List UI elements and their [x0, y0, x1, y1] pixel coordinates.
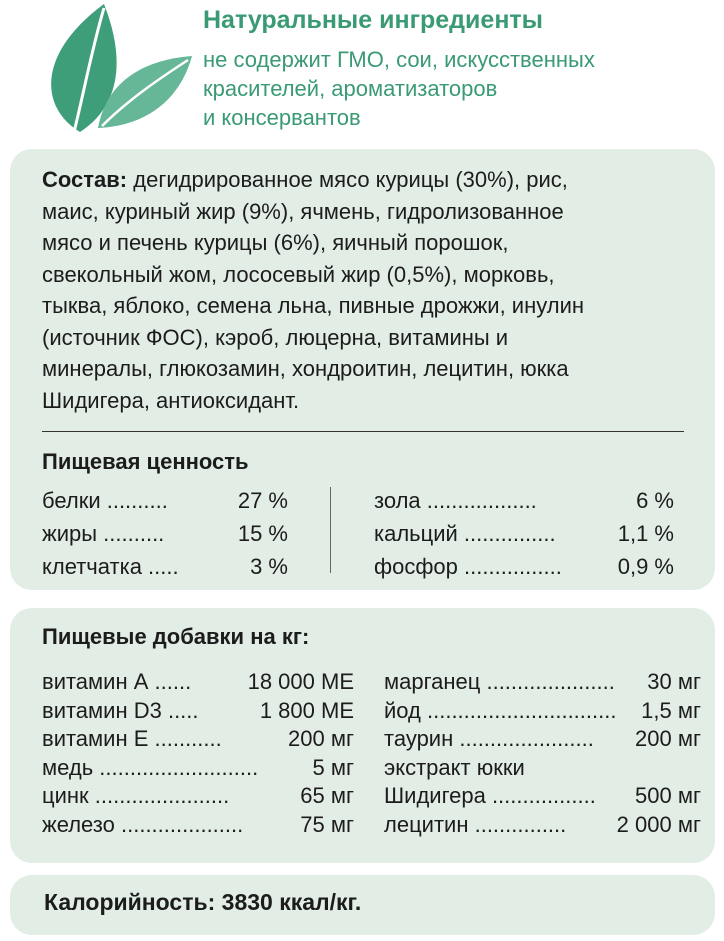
additives-panel [10, 608, 715, 863]
nutrient-value: 6 % [636, 488, 674, 513]
subtitle-line: и консервантов [203, 105, 361, 130]
additive-row [384, 782, 701, 811]
additive-value: 5 мг [312, 754, 354, 780]
additive-row [384, 697, 701, 726]
composition-line: Шидигера, антиоксидант. [42, 387, 300, 413]
additive-name: таурин ...................... [384, 726, 594, 751]
column-divider [330, 487, 331, 573]
additive-row [42, 754, 354, 783]
nutrition-row [374, 550, 674, 583]
additives-title: Пищевые добавки на кг: [42, 624, 310, 649]
page-subtitle [203, 45, 713, 132]
additive-value: 30 мг [647, 669, 701, 694]
additive-name: витамин Е ........... [42, 726, 222, 751]
additive-row [42, 725, 354, 754]
additive-name: витамин А ...... [42, 669, 192, 694]
composition-line: минералы, глюкозамин, хондроитин, лецитин, юкка [42, 356, 569, 381]
additive-row [42, 697, 354, 726]
composition-line: дегидрированное мясо курицы (30%), рис, [127, 167, 568, 192]
nutrient-value: 0,9 % [617, 554, 674, 579]
nutrient-value: 27 % [237, 488, 288, 513]
subtitle-line: не содержит ГМО, сои, искусственных [203, 47, 595, 72]
additive-row [42, 782, 354, 811]
calories-text: Калорийность: 3830 ккал/кг. [44, 889, 362, 915]
calories-panel [10, 875, 715, 935]
nutrition-row [42, 517, 288, 550]
additive-name: лецитин ............... [384, 811, 567, 837]
leaves-icon [22, 2, 194, 134]
additive-name: экстракт юкки [384, 754, 525, 780]
nutrition-list-right [374, 484, 674, 583]
nutrient-value: 1,1 % [617, 521, 674, 546]
nutrient-name: клетчатка ..... [42, 554, 179, 579]
additive-name: Шидигера ................. [384, 783, 596, 808]
composition-panel [10, 149, 715, 590]
additive-row [42, 811, 354, 840]
composition-label: Состав: [42, 167, 128, 192]
composition-line: (источник ФОС), кэроб, люцерна, витамины и [42, 324, 509, 350]
nutrition-row [42, 550, 288, 583]
nutrition-row [374, 484, 674, 517]
composition-line: маис, куриный жир (9%), ячмень, гидролизованное [42, 198, 564, 224]
additive-value: 18 000 МЕ [247, 669, 354, 694]
composition-line: тыква, яблоко, семена льна, пивные дрожжи, инулин [42, 293, 585, 318]
additive-value: 1,5 мг [641, 697, 701, 723]
additive-value: 75 мг [300, 811, 354, 837]
nutrition-list-left [42, 484, 288, 583]
additive-value: 500 мг [635, 783, 701, 808]
additive-value: 2 000 мг [616, 811, 701, 837]
additives-list-left [42, 668, 354, 839]
additive-row [384, 754, 701, 783]
additive-row [384, 668, 701, 697]
additive-name: йод ............................... [384, 697, 617, 723]
additive-row [384, 811, 701, 840]
nutrient-name: зола .................. [374, 488, 537, 513]
additive-name: витамин D3 ..... [42, 697, 199, 723]
nutrition-row [42, 484, 288, 517]
nutrient-name: жиры .......... [42, 521, 165, 546]
additive-value: 200 мг [635, 726, 701, 751]
divider [42, 431, 684, 432]
composition-line: мясо и печень курицы (6%), яичный порошок, [42, 230, 509, 255]
additive-name: марганец ..................... [384, 669, 615, 694]
additive-row [384, 725, 701, 754]
nutrition-row [374, 517, 674, 550]
nutrition-title: Пищевая ценность [42, 449, 249, 474]
composition-text [42, 164, 702, 416]
additive-name: железо .................... [42, 811, 244, 837]
nutrient-value: 15 % [237, 521, 288, 546]
additive-value: 65 мг [300, 783, 354, 808]
additive-value: 200 мг [288, 726, 354, 751]
additives-list-right [384, 668, 701, 839]
subtitle-line: красителей, ароматизаторов [203, 76, 498, 101]
page-title: Натуральные ингредиенты [203, 6, 544, 34]
additive-name: медь .......................... [42, 754, 259, 780]
composition-line: свекольный жом, лососевый жир (0,5%), морковь, [42, 261, 555, 287]
additive-value: 1 800 МЕ [259, 697, 354, 723]
nutrient-name: фосфор ................ [374, 554, 562, 579]
additive-name: цинк ...................... [42, 783, 230, 808]
nutrient-value: 3 % [250, 554, 288, 579]
nutrient-name: кальций ............... [374, 521, 556, 546]
nutrient-name: белки .......... [42, 488, 168, 513]
additive-row [42, 668, 354, 697]
